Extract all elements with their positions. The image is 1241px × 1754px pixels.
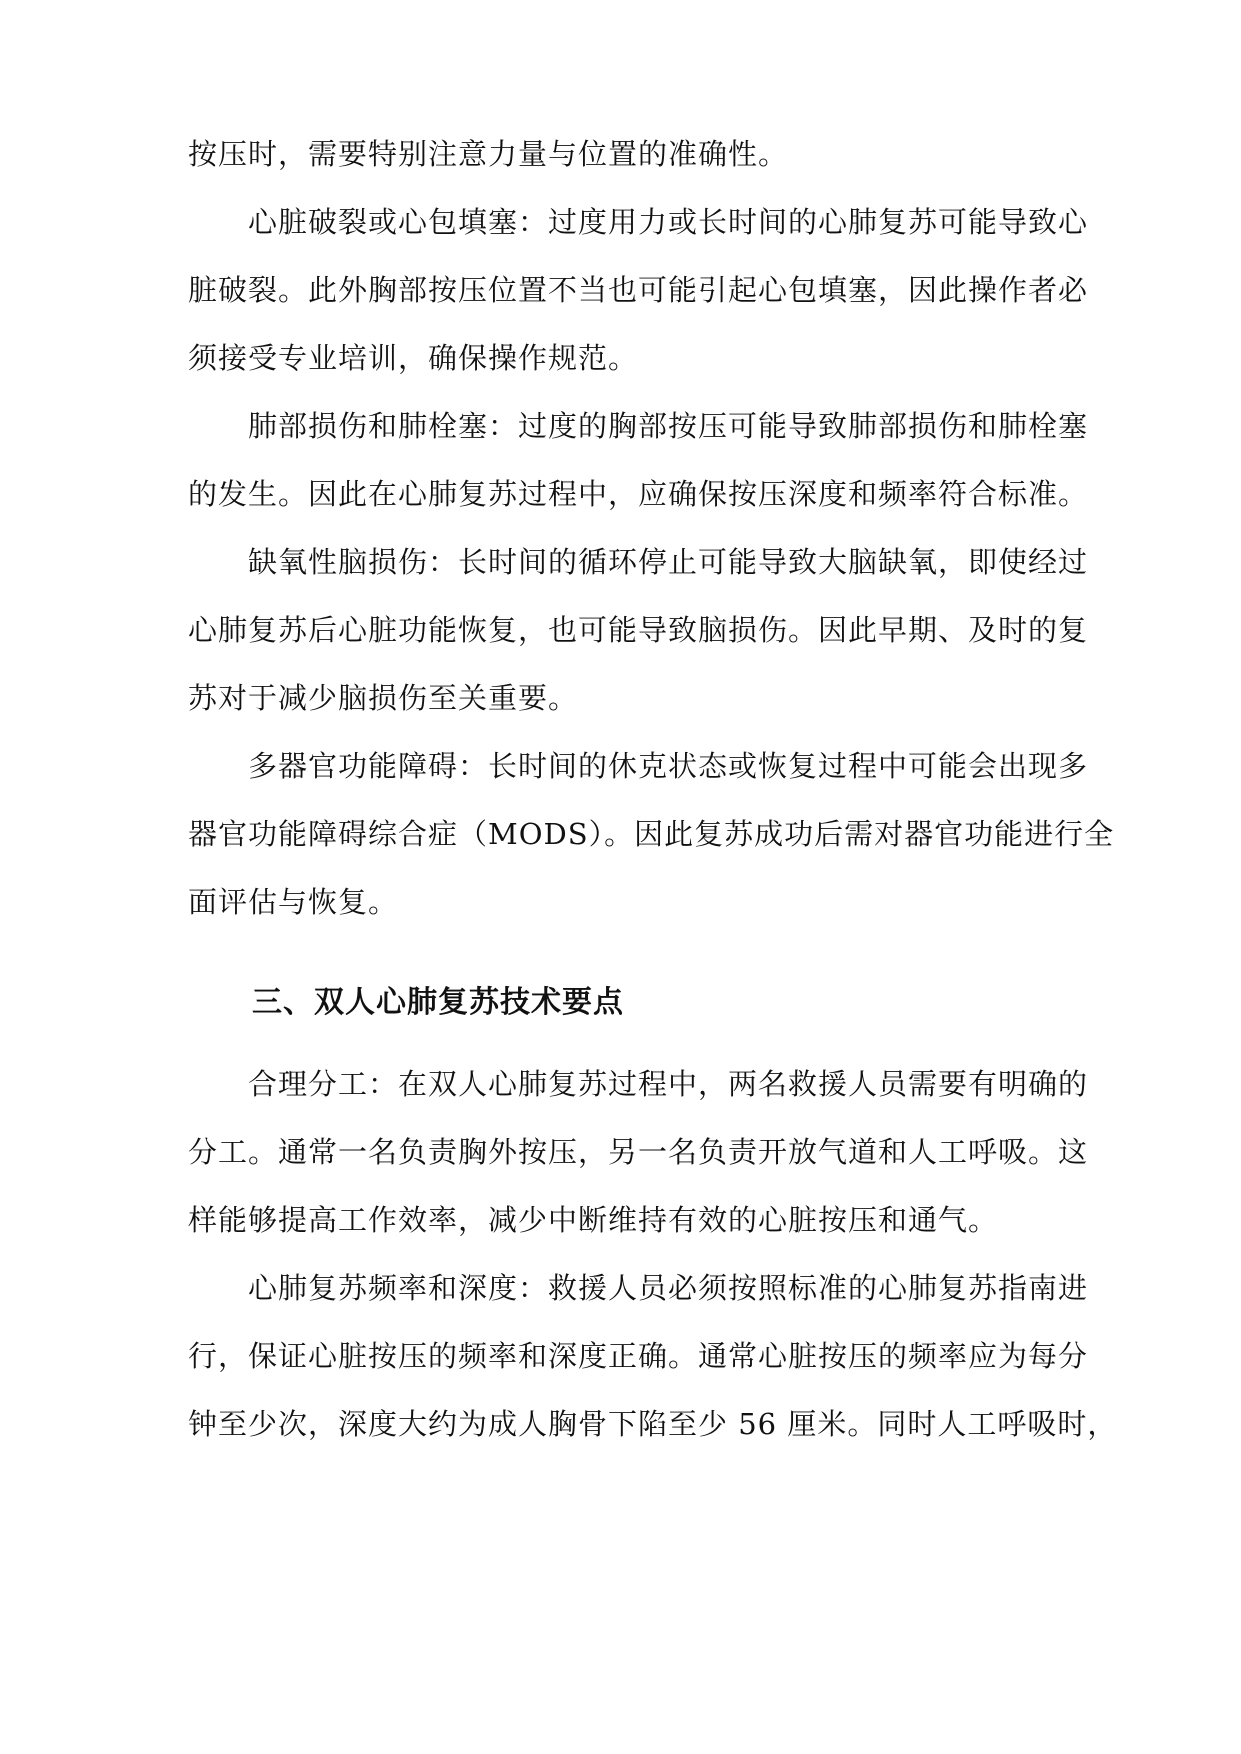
text-line: 的发生。因此在心肺复苏过程中，应确保按压深度和频率符合标准。 (188, 477, 1089, 511)
text-line: 缺氧性脑损伤：长时间的循环停止可能导致大脑缺氧，即使经过 (248, 545, 1089, 579)
text-line: 多器官功能障碍：长时间的休克状态或恢复过程中可能会出现多 (248, 749, 1089, 783)
text-line: 器官功能障碍综合症（MODS）。因此复苏成功后需对器官功能进行全 (188, 817, 1115, 851)
text-line: 肺部损伤和肺栓塞：过度的胸部按压可能导致肺部损伤和肺栓塞 (248, 409, 1089, 443)
text-line: 样能够提高工作效率，减少中断维持有效的心脏按压和通气。 (188, 1203, 999, 1237)
text-line: 脏破裂。此外胸部按压位置不当也可能引起心包填塞，因此操作者必 (188, 273, 1089, 307)
text-line: 心肺复苏频率和深度：救援人员必须按照标准的心肺复苏指南进 (248, 1271, 1089, 1305)
text-line: 心肺复苏后心脏功能恢复，也可能导致脑损伤。因此早期、及时的复 (188, 613, 1089, 647)
text-line: 须接受专业培训，确保操作规范。 (188, 341, 639, 375)
text-line: 钟至少次，深度大约为成人胸骨下陷至少 56 厘米。同时人工呼吸时， (188, 1407, 1118, 1441)
text-line: 行，保证心脏按压的频率和深度正确。通常心脏按压的频率应为每分 (188, 1339, 1089, 1373)
text-line: 按压时，需要特别注意力量与位置的准确性。 (188, 137, 789, 171)
text-line: 分工。通常一名负责胸外按压，另一名负责开放气道和人工呼吸。这 (188, 1135, 1089, 1169)
section-heading: 三、双人心肺复苏技术要点 (252, 985, 624, 1020)
text-line: 苏对于减少脑损伤至关重要。 (188, 681, 579, 715)
text-line: 合理分工：在双人心肺复苏过程中，两名救援人员需要有明确的 (248, 1067, 1089, 1101)
text-line: 心脏破裂或心包填塞：过度用力或长时间的心肺复苏可能导致心 (248, 205, 1089, 239)
text-line: 面评估与恢复。 (188, 885, 399, 919)
